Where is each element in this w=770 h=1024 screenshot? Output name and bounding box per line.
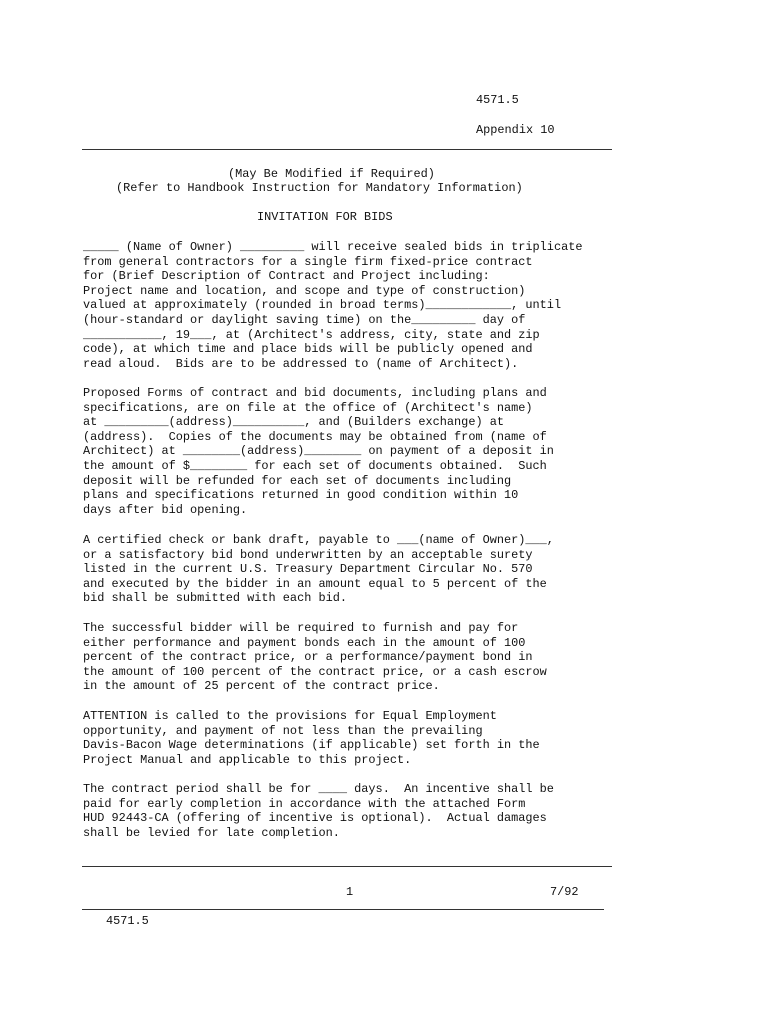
document-title: INVITATION FOR BIDS: [257, 210, 393, 224]
revision-date: 7/92: [550, 885, 579, 899]
handbook-reference-note: (Refer to Handbook Instruction for Mandatory Information): [116, 181, 523, 195]
paragraph-contract-period: The contract period shall be for ____ days. An incentive shall be paid for early completion in accordance with the attached Form HUD 92443-CA (offering of incentive is optional). Actual damages shall be levied for late completion.: [83, 782, 554, 840]
paragraph-bid-documents: Proposed Forms of contract and bid documents, including plans and specifications, are on file at the office of (Architect's name) at _________(address)__________, and (Builders exchange) at (address). Copies of the documents may be obtained from (name of Architect) at ________(address)________ on payment of a deposit in the amount of $________ for each set of documents obtained. Such deposit will be refunded for each set of documents including plans and specifications returned in good condition within 10 days after bid opening.: [83, 386, 554, 517]
paragraph-owner-bids: _____ (Name of Owner) _________ will receive sealed bids in triplicate from general contractors for a single firm fixed-price contract for (Brief Description of Contract and Project including: Project name and location, and scope and type of construction) valued at approximately (rounded in broad terms)____________, until (hour-standard or daylight saving time) on the_________ day of ___________, 19___, at (Architect's address, city, state and zip code), at which time and place bids will be publicly opened and read aloud. Bids are to be addressed to (name of Architect).: [83, 240, 583, 371]
modification-note: (May Be Modified if Required): [228, 167, 435, 181]
next-page-doc-number: 4571.5: [106, 914, 149, 928]
header-rule: [82, 149, 612, 150]
page-break-rule: [82, 909, 604, 910]
appendix-label: Appendix 10: [476, 123, 555, 137]
paragraph-bonds: The successful bidder will be required to furnish and pay for either performance and payment bonds each in the amount of 100 percent of the contract price, or a performance/payment bond in the amount of 100 percent of the contract price, or a cash escrow in the amount of 25 percent of the contract price.: [83, 621, 547, 694]
footer-rule: [82, 866, 612, 867]
paragraph-bid-security: A certified check or bank draft, payable to ___(name of Owner)___, or a satisfactory bid bond underwritten by an acceptable surety listed in the current U.S. Treasury Department Circular No. 570 and executed by the bidder in an amount equal to 5 percent of the bid shall be submitted with each bid.: [83, 533, 554, 606]
paragraph-equal-employment: ATTENTION is called to the provisions for Equal Employment opportunity, and payment of not less than the prevailing Davis-Bacon Wage determinations (if applicable) set forth in the Project Manual and applicable to this project.: [83, 709, 540, 767]
page-number: 1: [346, 885, 354, 899]
doc-number-header: 4571.5: [476, 93, 519, 107]
